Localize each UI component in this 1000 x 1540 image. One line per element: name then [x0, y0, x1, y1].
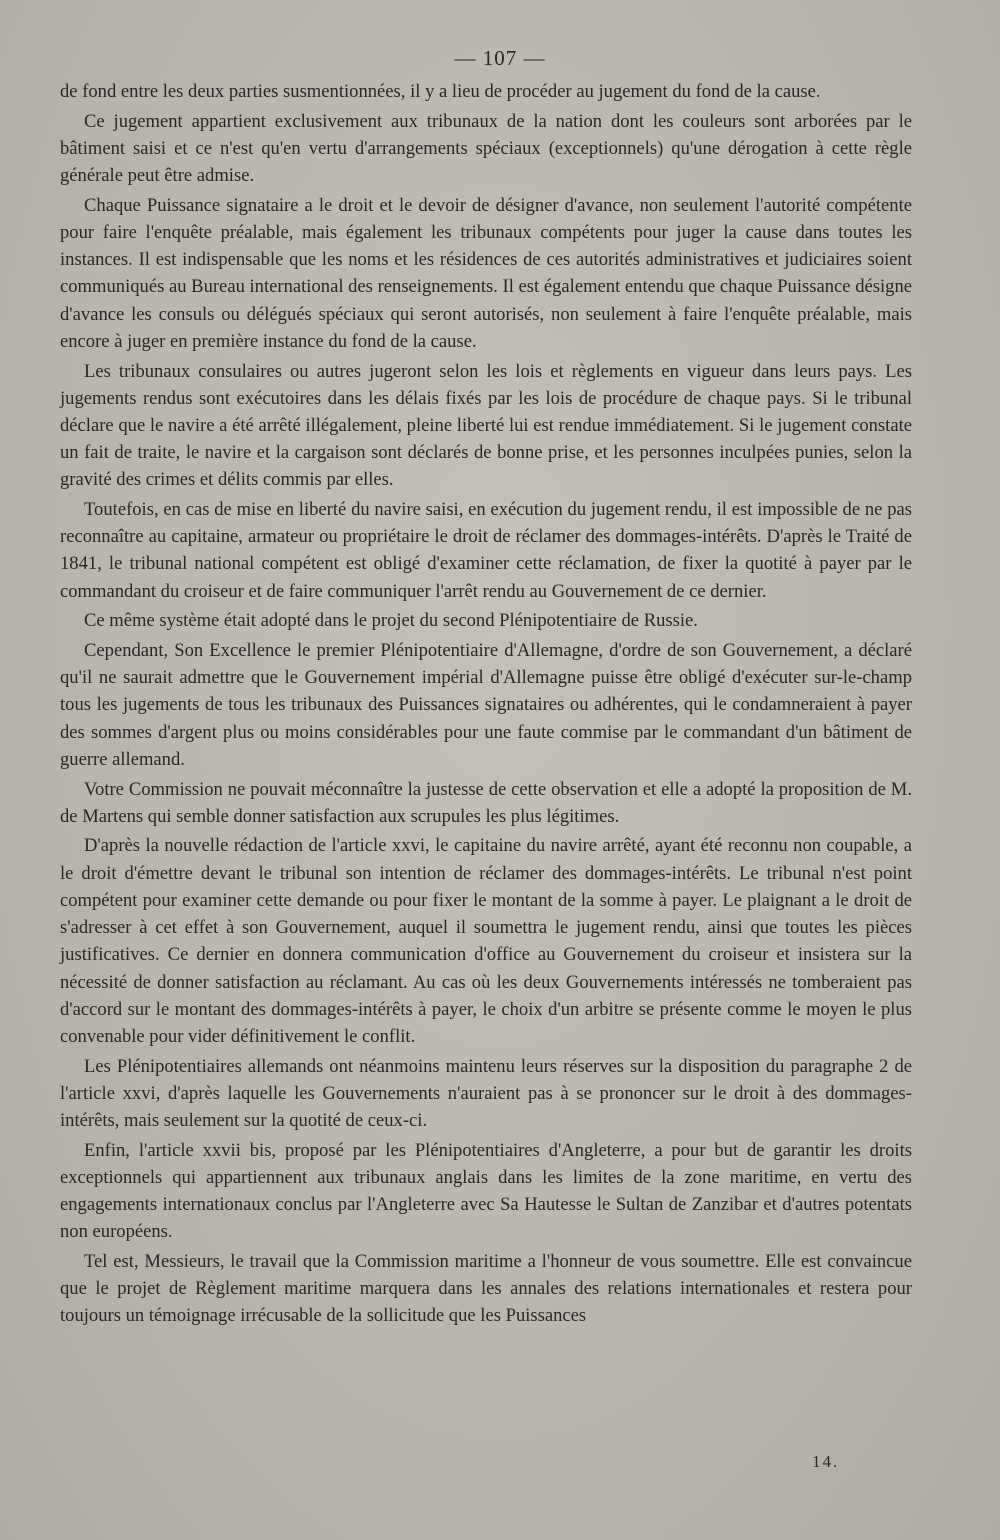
paragraph-consular-tribunals: Les tribunaux consulaires ou autres jugeront selon les lois et règlements en vigueur dans leurs pays. Les jugements rendus sont exécutoires dans les délais fixés par les lois de procédure de chaque pays. Si le tribunal déclare que le navire a été arrêté illégalement, pleine liberté lui est rendue immédiatement. Si le jugement constate un fait de traite, le navire et la cargaison sont déclarés de bonne prise, et les personnes inculpées punies, selon la gravité des crimes et délits commis par elles. [60, 360, 912, 491]
paragraph-german-objection: Cependant, Son Excellence le premier Plénipotentiaire d'Allemagne, d'ordre de son Gouvernement, a déclaré qu'il ne saurait admettre que le Gouvernement impérial d'Allemagne puisse être obligé d'exécuter sur-le-champ tous les jugements de tous les tribunaux des Puissances signataires ou adhérentes, qui le condamneraient à payer des sommes d'argent plus ou moins considérables pour une faute commise par le commandant d'un bâtiment de guerre allemand. [60, 640, 912, 770]
paragraph-russian-project: Ce même système était adopté dans le projet du second Plénipotentiaire de Russie. [84, 610, 698, 632]
paragraph-article-xxvii-bis: Enfin, l'article xxvii bis, proposé par les Plénipotentiaires d'Angleterre, a pour but de garantir les droits exceptionnels qui appartiennent aux tribunaux anglais dans les limites de la zone maritime, en vertu des engagements internationaux conclus par l'Angleterre avec Sa Hautesse le Sultan de Zanzibar et d'autres potentats non européens. [60, 1139, 912, 1243]
page-number: — 107 — [454, 46, 546, 70]
paragraph-continuation: de fond entre les deux parties susmentionnées, il y a lieu de procéder au jugement du fond de la cause. [60, 81, 821, 102]
paragraph-jurisdiction: Ce jugement appartient exclusivement aux tribunaux de la nation dont les couleurs sont arborées par le bâtiment saisi et ce n'est qu'en vertu d'arrangements spéciaux (exceptionnels) qu'une dérogation à cette règle générale peut être admise. [60, 110, 912, 187]
paragraph-designation-authorities: Chaque Puissance signataire a le droit et le devoir de désigner d'avance, non seulement l'autorité compétente pour faire l'enquête préalable, mais également les tribunaux compétents pour juger la cause dans toutes les instances. Il est indispensable que les noms et les résidences de ces autorités administratives et judiciaires soient communiqués au Bureau international des renseignements. Il est également entendu que chaque Puissance désigne d'avance les consuls ou délégués spéciaux qui seront autorisés, non seulement à faire l'enquête préalable, mais encore à juger en première instance du fond de la cause. [60, 194, 912, 352]
paragraph-article-xxvi: D'après la nouvelle rédaction de l'article xxvi, le capitaine du navire arrêté, ayant été reconnu non coupable, a le droit d'émettre devant le tribunal son intention de réclamer des dommages-intérêts. Le tribunal n'est point compétent pour examiner cette demande ou pour fixer le montant de la somme à payer. Le plaignant a le droit de s'adresser à cet effet à son Gouvernement, auquel il soumettra le jugement rendu, ainsi que toutes les pièces justificatives. Ce dernier en donnera communication d'office au Gouvernement du croiseur et insistera sur la nécessité de donner satisfaction au réclamant. Au cas où les deux Gouvernements intéressés ne tomberaient pas d'accord sur le montant des dommages-intérêts à payer, le choix d'un arbitre se présente comme le moyen le plus convenable pour vider définitivement le conflit. [60, 835, 912, 1047]
paragraph-damages-claim: Toutefois, en cas de mise en liberté du navire saisi, en exécution du jugement rendu, il est impossible de ne pas reconnaître au capitaine, armateur ou propriétaire le droit de réclamer des dommages-intérêts. D'après le Traité de 1841, le tribunal national compétent est obligé d'examiner cette réclamation, de fixer la quotité à payer par le commandant du croiseur et de faire communiquer l'arrêt rendu au Gouvernement de ce dernier. [60, 499, 912, 602]
paragraph-commission-adoption: Votre Commission ne pouvait méconnaître la justesse de cette observation et elle a adopté la proposition de M. de Martens qui semble donner satisfaction aux scrupules les plus légitimes. [60, 778, 912, 827]
signature-mark: 14. [812, 1452, 840, 1471]
paragraph-german-reserves: Les Plénipotentiaires allemands ont néanmoins maintenu leurs réserves sur la disposition du paragraphe 2 de l'article xxvi, d'après laquelle les Gouvernements n'auraient pas à se prononcer sur le droit à des dommages-intérêts, mais seulement sur la quotité de ceux-ci. [60, 1055, 912, 1132]
body-text [60, 78, 912, 1332]
paragraph-conclusion: Tel est, Messieurs, le travail que la Commission maritime a l'honneur de vous soumettre. Elle est convaincue que le projet de Règlement maritime marquera dans les annales des relations internationales et restera pour toujours un témoignage irrécusable de la sollicitude que les Puissances [60, 1251, 912, 1327]
